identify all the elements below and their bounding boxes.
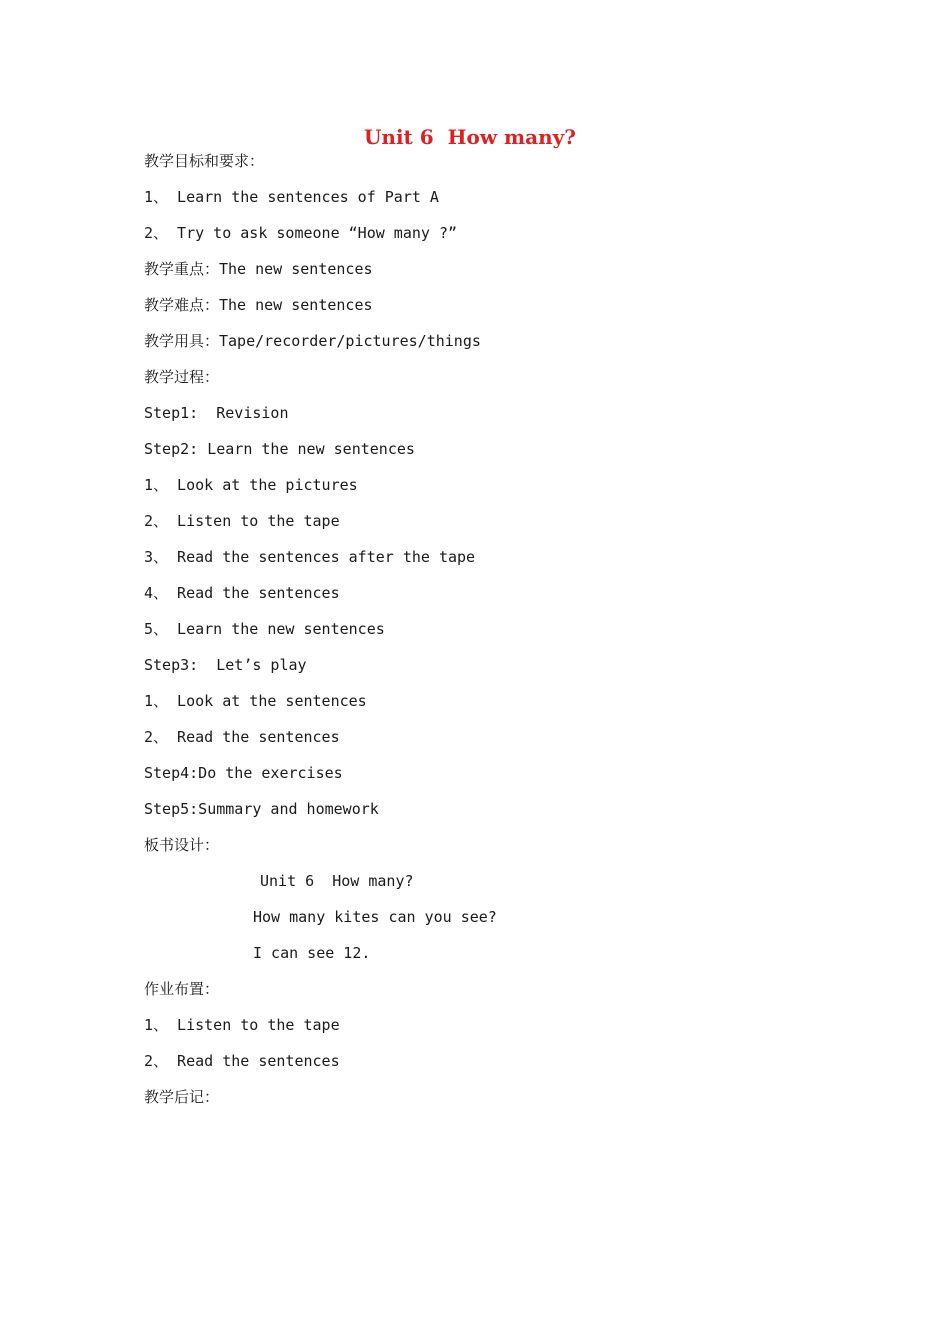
step-heading: Step4:Do the exercises	[144, 764, 343, 782]
step-heading: Step3: Let’s play	[144, 656, 307, 674]
document-body	[144, 150, 904, 1122]
step-item: 5、 Learn the new sentences	[144, 620, 385, 638]
section-heading-process: 教学过程：	[144, 368, 220, 386]
board-design-line: Unit 6 How many?	[260, 872, 414, 890]
homework-item: 1、 Listen to the tape	[144, 1016, 340, 1034]
board-design-line: How many kites can you see?	[253, 908, 497, 926]
teaching-aids-line: 教学用具：Tape/recorder/pictures/things	[144, 332, 481, 350]
section-heading-notes: 教学后记：	[144, 1088, 220, 1106]
step-item: 1、 Look at the pictures	[144, 476, 358, 494]
objective-item: 1、 Learn the sentences of Part A	[144, 188, 439, 206]
step-item: 3、 Read the sentences after the tape	[144, 548, 476, 566]
step-item: 1、 Look at the sentences	[144, 692, 367, 710]
section-heading-homework: 作业布置：	[144, 980, 220, 998]
difficult-point-line: 教学难点：The new sentences	[144, 296, 373, 314]
section-heading-objectives: 教学目标和要求：	[144, 152, 265, 170]
board-design-line: I can see 12.	[253, 944, 371, 962]
objective-item: 2、 Try to ask someone “How many ?”	[144, 224, 458, 242]
step-heading: Step5:Summary and homework	[144, 800, 379, 818]
key-point-line: 教学重点：The new sentences	[144, 260, 373, 278]
homework-item: 2、 Read the sentences	[144, 1052, 340, 1070]
step-heading: Step2: Learn the new sentences	[144, 440, 415, 458]
step-item: 2、 Read the sentences	[144, 728, 340, 746]
step-item: 4、 Read the sentences	[144, 584, 340, 602]
section-heading-board-design: 板书设计：	[144, 836, 220, 854]
step-heading: Step1: Revision	[144, 404, 289, 422]
step-item: 2、 Listen to the tape	[144, 512, 340, 530]
document-title: Unit 6 How many?	[363, 125, 577, 149]
